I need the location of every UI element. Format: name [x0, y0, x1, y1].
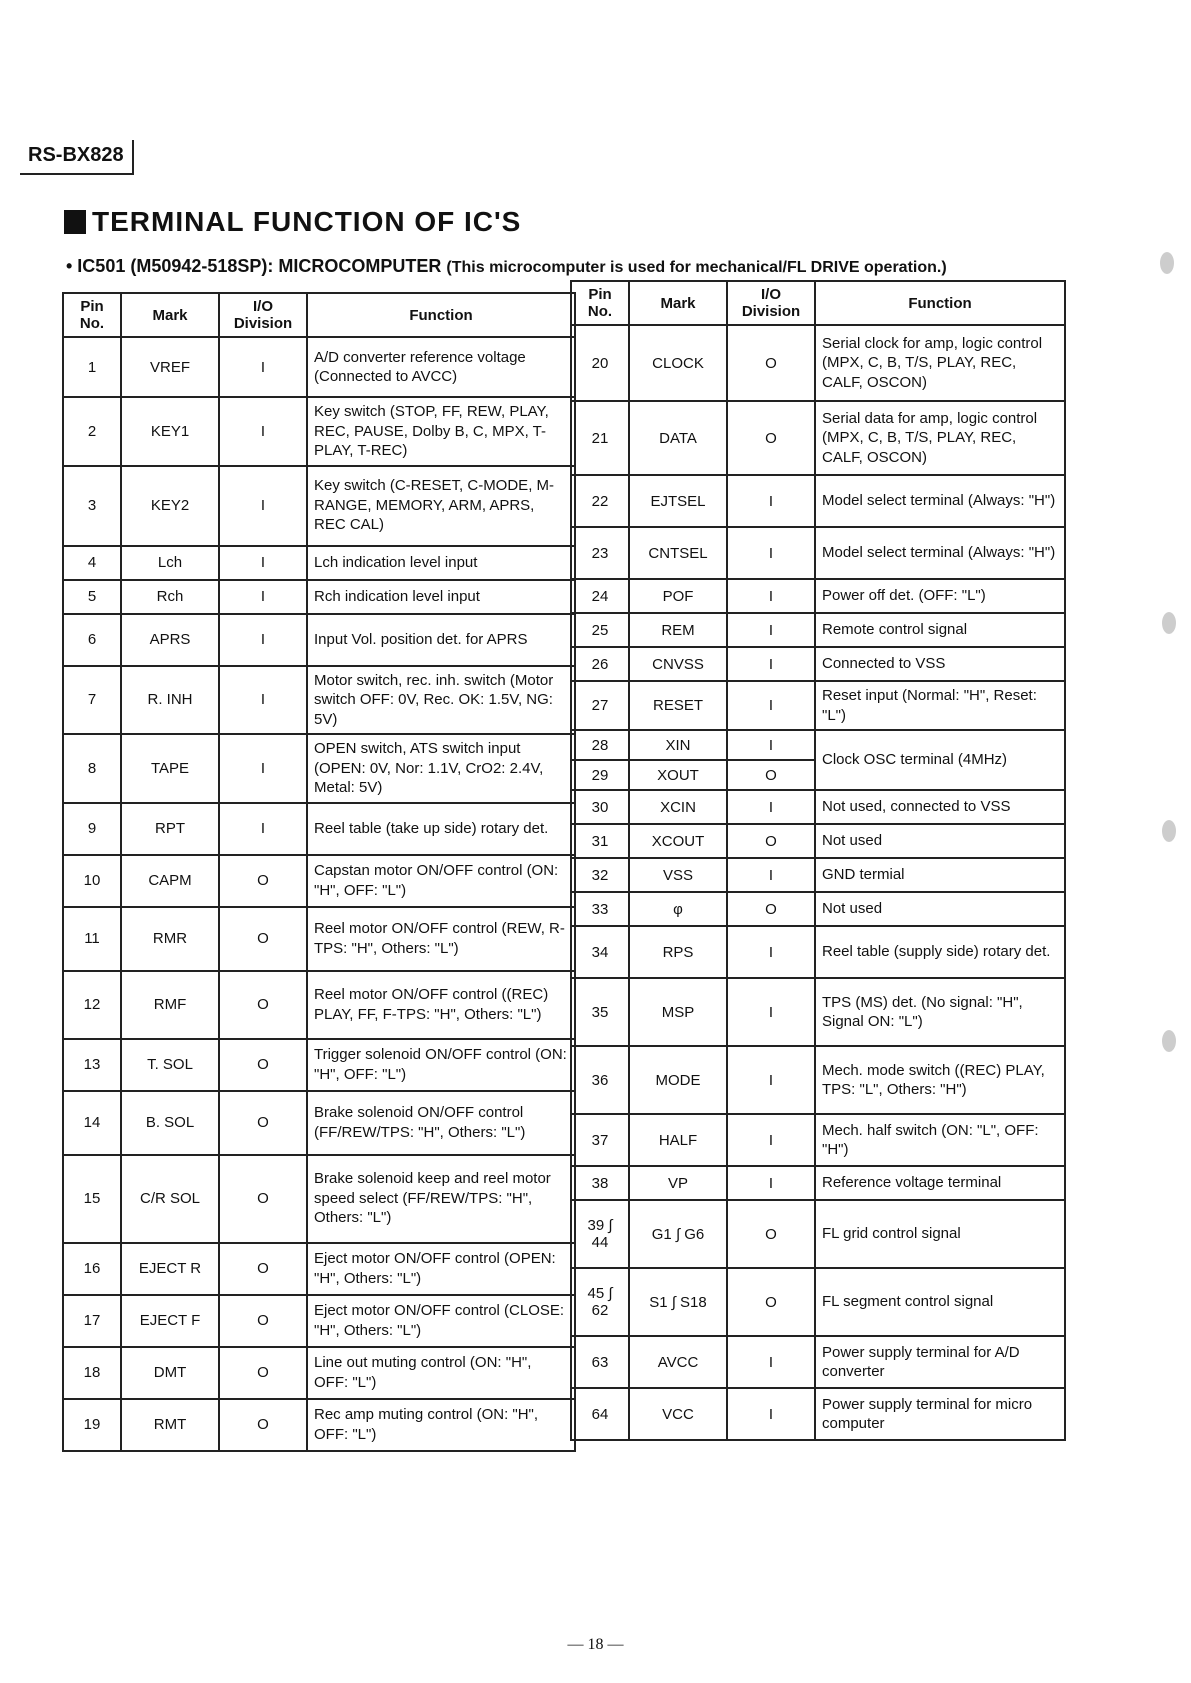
io-cell: I	[219, 734, 307, 803]
mark-cell: REM	[629, 613, 727, 647]
header-pin: Pin No.	[63, 293, 121, 337]
table-row	[571, 1200, 1065, 1268]
header-function: Function	[307, 293, 575, 337]
pin-cell: 16	[63, 1243, 121, 1295]
io-cell: O	[727, 325, 815, 401]
io-cell: I	[219, 803, 307, 855]
function-cell: Rch indication level input	[307, 580, 575, 614]
table-row	[571, 681, 1065, 730]
ic-subtitle	[66, 256, 947, 277]
function-cell: Input Vol. position det. for APRS	[307, 614, 575, 666]
pin-cell: 21	[571, 401, 629, 475]
io-cell: O	[219, 1091, 307, 1155]
function-cell: Brake solenoid keep and reel motor speed select (FF/REW/TPS: "H", Others: "L")	[307, 1155, 575, 1243]
model-number: RS-BX828	[20, 140, 134, 175]
ic-subtitle-text: • IC501 (M50942-518SP): MICROCOMPUTER	[66, 256, 442, 276]
io-cell: O	[219, 1295, 307, 1347]
table-row	[63, 1243, 575, 1295]
pin-cell: 2	[63, 397, 121, 466]
pin-cell: 29	[571, 760, 629, 790]
function-cell: Mech. half switch (ON: "L", OFF: "H")	[815, 1114, 1065, 1166]
io-cell: O	[219, 907, 307, 971]
io-cell: O	[219, 1155, 307, 1243]
pin-cell: 22	[571, 475, 629, 527]
header-mark: Mark	[121, 293, 219, 337]
table-row	[63, 971, 575, 1039]
table-row	[571, 613, 1065, 647]
pin-cell: 6	[63, 614, 121, 666]
function-cell: Rec amp muting control (ON: "H", OFF: "L")	[307, 1399, 575, 1451]
function-cell: Not used	[815, 892, 1065, 926]
function-cell: Mech. mode switch ((REC) PLAY, TPS: "L", Others: "H")	[815, 1046, 1065, 1114]
io-cell: I	[727, 978, 815, 1046]
table-row	[63, 580, 575, 614]
io-cell: I	[727, 1388, 815, 1440]
pin-cell: 36	[571, 1046, 629, 1114]
pin-cell: 38	[571, 1166, 629, 1200]
table-row	[571, 401, 1065, 475]
table-row	[571, 892, 1065, 926]
table-row	[63, 466, 575, 546]
io-cell: O	[727, 1268, 815, 1336]
table-row	[571, 325, 1065, 401]
mark-cell: G1 ∫ G6	[629, 1200, 727, 1268]
table-row	[63, 337, 575, 397]
io-cell: I	[727, 1114, 815, 1166]
mark-cell: HALF	[629, 1114, 727, 1166]
pin-cell: 35	[571, 978, 629, 1046]
function-cell: Clock OSC terminal (4MHz)	[815, 730, 1065, 790]
mark-cell: AVCC	[629, 1336, 727, 1388]
function-cell: Eject motor ON/OFF control (CLOSE: "H", Others: "L")	[307, 1295, 575, 1347]
mark-cell: DMT	[121, 1347, 219, 1399]
table-row	[571, 579, 1065, 613]
function-cell: FL segment control signal	[815, 1268, 1065, 1336]
mark-cell: EJECT R	[121, 1243, 219, 1295]
pin-cell: 13	[63, 1039, 121, 1091]
table-row	[571, 647, 1065, 681]
function-cell: Not used	[815, 824, 1065, 858]
io-cell: I	[727, 681, 815, 730]
pin-cell: 32	[571, 858, 629, 892]
page-number: — 18 —	[567, 1636, 624, 1653]
pin-cell: 33	[571, 892, 629, 926]
table-row	[63, 1399, 575, 1451]
pin-cell: 31	[571, 824, 629, 858]
io-cell: O	[219, 1243, 307, 1295]
io-cell: I	[727, 858, 815, 892]
table-row	[571, 978, 1065, 1046]
mark-cell: KEY1	[121, 397, 219, 466]
table-row	[571, 824, 1065, 858]
table-header-row	[63, 293, 575, 337]
pin-cell: 10	[63, 855, 121, 907]
function-cell: Reel motor ON/OFF control (REW, R-TPS: "H", Others: "L")	[307, 907, 575, 971]
mark-cell: XIN	[629, 730, 727, 760]
table-row	[571, 1336, 1065, 1388]
function-cell: Model select terminal (Always: "H")	[815, 527, 1065, 579]
mark-cell: EJTSEL	[629, 475, 727, 527]
pin-cell: 28	[571, 730, 629, 760]
mark-cell: Lch	[121, 546, 219, 580]
mark-cell: CLOCK	[629, 325, 727, 401]
mark-cell: B. SOL	[121, 1091, 219, 1155]
mark-cell: RPS	[629, 926, 727, 978]
binding-hole-mark	[1160, 252, 1174, 274]
pin-cell: 64	[571, 1388, 629, 1440]
mark-cell: CNTSEL	[629, 527, 727, 579]
io-cell: O	[727, 401, 815, 475]
table-row	[63, 1039, 575, 1091]
table-row	[571, 1268, 1065, 1336]
table-row	[63, 614, 575, 666]
pin-cell: 9	[63, 803, 121, 855]
io-cell: O	[727, 1200, 815, 1268]
mark-cell: XCIN	[629, 790, 727, 824]
mark-cell: KEY2	[121, 466, 219, 546]
ic-subtitle-note: (This microcomputer is used for mechanical/FL DRIVE operation.)	[446, 259, 947, 276]
table-row	[63, 1091, 575, 1155]
pin-cell: 24	[571, 579, 629, 613]
pin-cell: 20	[571, 325, 629, 401]
io-cell: O	[727, 892, 815, 926]
pin-cell: 18	[63, 1347, 121, 1399]
function-cell: Model select terminal (Always: "H")	[815, 475, 1065, 527]
table-row	[571, 527, 1065, 579]
io-cell: I	[219, 580, 307, 614]
function-cell: Key switch (C-RESET, C-MODE, M-RANGE, MEMORY, ARM, APRS, REC CAL)	[307, 466, 575, 546]
io-cell: I	[219, 546, 307, 580]
mark-cell: RPT	[121, 803, 219, 855]
io-cell: I	[727, 613, 815, 647]
table-row	[571, 1388, 1065, 1440]
pin-cell: 4	[63, 546, 121, 580]
pin-cell: 15	[63, 1155, 121, 1243]
header-mark: Mark	[629, 281, 727, 325]
function-cell: Reel table (supply side) rotary det.	[815, 926, 1065, 978]
table-row	[63, 855, 575, 907]
header-io: I/O Division	[727, 281, 815, 325]
mark-cell: EJECT F	[121, 1295, 219, 1347]
io-cell: O	[219, 1399, 307, 1451]
header-function: Function	[815, 281, 1065, 325]
pin-cell: 1	[63, 337, 121, 397]
function-cell: GND termial	[815, 858, 1065, 892]
mark-cell: VSS	[629, 858, 727, 892]
io-cell: I	[219, 337, 307, 397]
io-cell: I	[727, 647, 815, 681]
pin-cell: 23	[571, 527, 629, 579]
mark-cell: CAPM	[121, 855, 219, 907]
function-cell: Line out muting control (ON: "H", OFF: "L")	[307, 1347, 575, 1399]
function-cell: Eject motor ON/OFF control (OPEN: "H", Others: "L")	[307, 1243, 575, 1295]
mark-cell: POF	[629, 579, 727, 613]
table-row	[571, 790, 1065, 824]
table-row	[571, 475, 1065, 527]
function-cell: Remote control signal	[815, 613, 1065, 647]
mark-cell: VREF	[121, 337, 219, 397]
pin-cell: 27	[571, 681, 629, 730]
function-cell: Brake solenoid ON/OFF control (FF/REW/TPS: "H", Others: "L")	[307, 1091, 575, 1155]
mark-cell: MODE	[629, 1046, 727, 1114]
function-cell: Not used, connected to VSS	[815, 790, 1065, 824]
binding-hole-mark	[1162, 820, 1176, 842]
io-cell: I	[727, 730, 815, 760]
function-cell: Serial data for amp, logic control (MPX, C, B, T/S, PLAY, REC, CALF, OSCON)	[815, 401, 1065, 475]
function-cell: Power supply terminal for micro computer	[815, 1388, 1065, 1440]
io-cell: I	[219, 666, 307, 735]
io-cell: O	[219, 855, 307, 907]
bullet-square-icon	[64, 210, 86, 234]
mark-cell: R. INH	[121, 666, 219, 735]
header-io: I/O Division	[219, 293, 307, 337]
pin-cell: 26	[571, 647, 629, 681]
table-row	[571, 730, 1065, 760]
header-pin: Pin No.	[571, 281, 629, 325]
pin-cell: 19	[63, 1399, 121, 1451]
function-cell: Reference voltage terminal	[815, 1166, 1065, 1200]
mark-cell: φ	[629, 892, 727, 926]
binding-hole-mark	[1162, 612, 1176, 634]
io-cell: I	[727, 527, 815, 579]
function-cell: Trigger solenoid ON/OFF control (ON: "H", OFF: "L")	[307, 1039, 575, 1091]
function-cell: Key switch (STOP, FF, REW, PLAY, REC, PAUSE, Dolby B, C, MPX, T-PLAY, T-REC)	[307, 397, 575, 466]
io-cell: O	[727, 760, 815, 790]
table-row	[63, 907, 575, 971]
table-row	[63, 1295, 575, 1347]
section-title	[64, 206, 521, 238]
mark-cell: XCOUT	[629, 824, 727, 858]
function-cell: Power off det. (OFF: "L")	[815, 579, 1065, 613]
io-cell: O	[727, 824, 815, 858]
mark-cell: RMT	[121, 1399, 219, 1451]
io-cell: I	[727, 475, 815, 527]
io-cell: O	[219, 971, 307, 1039]
table-row	[63, 397, 575, 466]
mark-cell: CNVSS	[629, 647, 727, 681]
function-cell: TPS (MS) det. (No signal: "H", Signal ON: "L")	[815, 978, 1065, 1046]
io-cell: I	[727, 579, 815, 613]
table-row	[571, 926, 1065, 978]
section-title-text: TERMINAL FUNCTION OF IC'S	[92, 206, 522, 237]
table-row	[63, 803, 575, 855]
table-header-row	[571, 281, 1065, 325]
io-cell: I	[219, 614, 307, 666]
mark-cell: DATA	[629, 401, 727, 475]
io-cell: O	[219, 1039, 307, 1091]
pin-cell: 63	[571, 1336, 629, 1388]
pin-cell: 3	[63, 466, 121, 546]
io-cell: I	[727, 790, 815, 824]
pin-cell: 17	[63, 1295, 121, 1347]
io-cell: I	[727, 926, 815, 978]
table-row	[63, 1155, 575, 1243]
function-cell: Power supply terminal for A/D converter	[815, 1336, 1065, 1388]
mark-cell: RMR	[121, 907, 219, 971]
table-row	[63, 666, 575, 735]
function-cell: Lch indication level input	[307, 546, 575, 580]
function-cell: Reel table (take up side) rotary det.	[307, 803, 575, 855]
io-cell: I	[727, 1046, 815, 1114]
function-cell: Reel motor ON/OFF control ((REC) PLAY, FF, F-TPS: "H", Others: "L")	[307, 971, 575, 1039]
table-row	[571, 1046, 1065, 1114]
pin-cell: 5	[63, 580, 121, 614]
function-cell: Capstan motor ON/OFF control (ON: "H", OFF: "L")	[307, 855, 575, 907]
mark-cell: VP	[629, 1166, 727, 1200]
mark-cell: S1 ∫ S18	[629, 1268, 727, 1336]
mark-cell: RESET	[629, 681, 727, 730]
io-cell: O	[219, 1347, 307, 1399]
pin-cell: 8	[63, 734, 121, 803]
terminal-table-left	[62, 292, 576, 1452]
io-cell: I	[727, 1166, 815, 1200]
pin-cell: 11	[63, 907, 121, 971]
function-cell: A/D converter reference voltage (Connected to AVCC)	[307, 337, 575, 397]
mark-cell: T. SOL	[121, 1039, 219, 1091]
pin-cell: 30	[571, 790, 629, 824]
mark-cell: C/R SOL	[121, 1155, 219, 1243]
mark-cell: MSP	[629, 978, 727, 1046]
binding-hole-mark	[1162, 1030, 1176, 1052]
terminal-table-right	[570, 280, 1066, 1441]
function-cell: Serial clock for amp, logic control (MPX, C, B, T/S, PLAY, REC, CALF, OSCON)	[815, 325, 1065, 401]
table-row	[571, 1166, 1065, 1200]
pin-cell: 45 ∫ 62	[571, 1268, 629, 1336]
pin-cell: 39 ∫ 44	[571, 1200, 629, 1268]
pin-cell: 34	[571, 926, 629, 978]
table-row	[63, 1347, 575, 1399]
function-cell: FL grid control signal	[815, 1200, 1065, 1268]
function-cell: OPEN switch, ATS switch input (OPEN: 0V, Nor: 1.1V, CrO2: 2.4V, Metal: 5V)	[307, 734, 575, 803]
io-cell: I	[727, 1336, 815, 1388]
mark-cell: VCC	[629, 1388, 727, 1440]
pin-cell: 37	[571, 1114, 629, 1166]
io-cell: I	[219, 397, 307, 466]
table-row	[63, 734, 575, 803]
table-row	[63, 546, 575, 580]
mark-cell: TAPE	[121, 734, 219, 803]
function-cell: Connected to VSS	[815, 647, 1065, 681]
mark-cell: APRS	[121, 614, 219, 666]
pin-cell: 14	[63, 1091, 121, 1155]
function-cell: Reset input (Normal: "H", Reset: "L")	[815, 681, 1065, 730]
table-row	[571, 858, 1065, 892]
function-cell: Motor switch, rec. inh. switch (Motor switch OFF: 0V, Rec. OK: 1.5V, NG: 5V)	[307, 666, 575, 735]
pin-cell: 12	[63, 971, 121, 1039]
pin-cell: 7	[63, 666, 121, 735]
mark-cell: XOUT	[629, 760, 727, 790]
mark-cell: RMF	[121, 971, 219, 1039]
pin-cell: 25	[571, 613, 629, 647]
table-row	[571, 1114, 1065, 1166]
io-cell: I	[219, 466, 307, 546]
mark-cell: Rch	[121, 580, 219, 614]
